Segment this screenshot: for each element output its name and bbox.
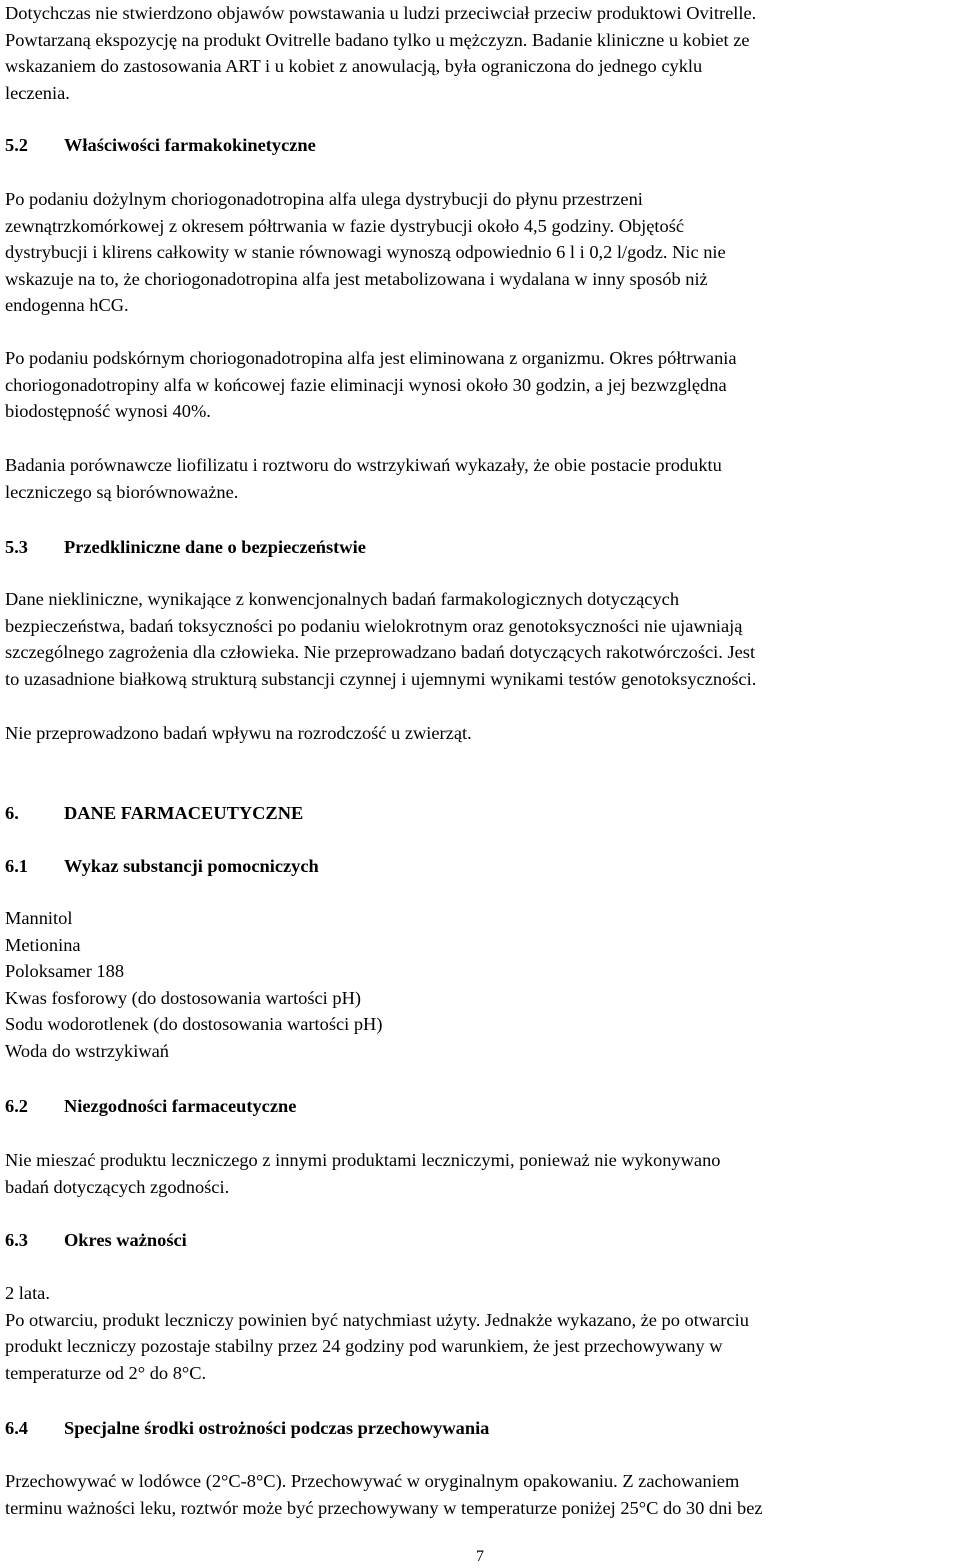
text-line: terminu ważności leku, roztwór może być przechowywany w temperaturze poniżej 25°C do 30 dni bez	[5, 1497, 763, 1518]
text-line: endogenna hCG.	[5, 295, 129, 315]
text-line: zewnątrzkomórkowej z okresem półtrwania w fazie dystrybucji około 4,5 godziny. Objętość	[5, 215, 685, 236]
preclinical-paragraph-1	[5, 586, 957, 692]
pharmacokinetics-paragraph-2	[5, 345, 957, 425]
text-line: temperaturze od 2° do 8°C.	[5, 1362, 207, 1383]
section-title: Niezgodności farmaceutyczne	[64, 1096, 297, 1116]
preclinical-paragraph-2	[5, 720, 957, 747]
text-line: Nie mieszać produktu leczniczego z innymi produktami leczniczymi, ponieważ nie wykonywano	[5, 1150, 721, 1170]
section-number: 6.3	[5, 1230, 28, 1250]
text-line: wskazaniem do zastosowania ART i u kobiet z anowulacją, była ograniczona do jednego cyklu	[5, 56, 703, 76]
incompatibilities-paragraph	[5, 1147, 957, 1200]
text-line: produkt leczniczy pozostaje stabilny przez 24 godziny pod warunkiem, że jest przechowywany w	[5, 1336, 723, 1356]
section-title: Wykaz substancji pomocniczych	[64, 856, 319, 876]
text-line: Przechowywać w lodówce (2°C-8°C). Przechowywać w oryginalnym opakowaniu. Z zachowaniem	[5, 1471, 740, 1491]
text-line: choriogonadotropiny alfa w końcowej fazie eliminacji wynosi około 30 godzin, a jej bezwzględna	[5, 374, 727, 395]
section-heading-6-3	[5, 1227, 187, 1254]
text-line: Powtarzaną ekspozycję na produkt Ovitrelle badano tylko u mężczyzn. Badanie kliniczne u kobiet ze	[5, 29, 750, 50]
section-number: 6.4	[5, 1418, 28, 1438]
section-heading-5-2	[5, 132, 316, 159]
section-number: 6.1	[5, 856, 28, 876]
section-title: DANE FARMACEUTYCZNE	[64, 803, 304, 823]
text-line: Po otwarciu, produkt leczniczy powinien być natychmiast użyty. Jednakże wykazano, że po otwarciu	[5, 1309, 749, 1330]
section-title: Przedkliniczne dane o bezpieczeństwie	[64, 537, 366, 557]
pharmacokinetics-paragraph-1	[5, 186, 957, 319]
section-number: 6.	[5, 803, 19, 823]
text-line: badań dotyczących zgodności.	[5, 1176, 230, 1197]
text-line: wskazuje na to, że choriogonadotropina alfa jest metabolizowana i wydalana w inny sposób niż	[5, 268, 708, 289]
text-line: Po podaniu podskórnym choriogonadotropina alfa jest eliminowana z organizmu. Okres półtrwania	[5, 348, 737, 368]
text-line: bezpieczeństwa, badań toksyczności po podaniu wielokrotnym oraz genotoksyczności nie ujawniają	[5, 615, 743, 636]
section-number: 6.2	[5, 1096, 28, 1116]
text-line: leczniczego są biorównoważne.	[5, 481, 239, 502]
text-line: Badania porównawcze liofilizatu i roztworu do wstrzykiwań wykazały, że obie postacie produktu	[5, 455, 722, 475]
storage-paragraph	[5, 1468, 957, 1521]
section-title: Specjalne środki ostrożności podczas przechowywania	[64, 1418, 490, 1438]
section-number: 5.3	[5, 537, 28, 557]
section-heading-6-1	[5, 853, 319, 880]
text-line: leczenia.	[5, 82, 70, 103]
section-title: Okres ważności	[64, 1230, 187, 1250]
section-number: 5.2	[5, 135, 28, 155]
page-number: 7	[476, 1548, 484, 1565]
excipients-list	[5, 905, 957, 1064]
pharmacokinetics-paragraph-3	[5, 452, 957, 505]
text-line: szczególnego zagrożenia dla człowieka. Nie przeprowadzano badań dotyczących rakotwórczości. Jest	[5, 642, 756, 662]
intro-paragraph	[5, 0, 957, 106]
list-item: Metionina	[5, 934, 81, 955]
list-item: Sodu wodorotlenek (do dostosowania wartości pH)	[5, 1014, 383, 1034]
list-item: Kwas fosforowy (do dostosowania wartości pH)	[5, 987, 361, 1008]
section-heading-6	[5, 800, 303, 827]
shelf-life-paragraph	[5, 1280, 957, 1386]
section-title: Właściwości farmakokinetyczne	[64, 135, 316, 155]
text-line: Po podaniu dożylnym choriogonadotropina alfa ulega dystrybucji do płynu przestrzeni	[5, 189, 643, 209]
section-heading-5-3	[5, 534, 366, 561]
section-heading-6-2	[5, 1093, 296, 1120]
text-line: biodostępność wynosi 40%.	[5, 401, 211, 421]
text-line: dystrybucji i klirens całkowity w stanie równowagi wynoszą odpowiednio 6 l i 0,2 l/godz. Nic nie	[5, 242, 726, 262]
section-heading-6-4	[5, 1415, 489, 1442]
list-item: Poloksamer 188	[5, 961, 125, 981]
list-item: Woda do wstrzykiwań	[5, 1040, 169, 1061]
list-item: Mannitol	[5, 908, 73, 928]
text-line: Dane niekliniczne, wynikające z konwencjonalnych badań farmakologicznych dotyczących	[5, 589, 680, 609]
text-line: Dotychczas nie stwierdzono objawów powstawania u ludzi przeciwciał przeciw produktowi Ovitrelle.	[5, 3, 757, 23]
text-line: to uzasadnione białkową strukturą substancji czynnej i ujemnymi wynikami testów genotoksyczności.	[5, 668, 757, 689]
text-line: Nie przeprowadzono badań wpływu na rozrodczość u zwierząt.	[5, 723, 472, 743]
text-line: 2 lata.	[5, 1283, 50, 1303]
